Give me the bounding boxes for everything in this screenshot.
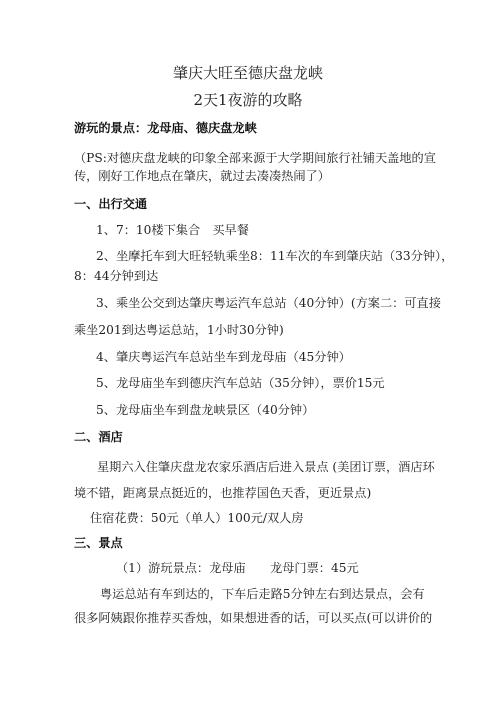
spot-item-1: （1）游玩景点：龙母庙 龙母门票：45元 <box>116 561 359 575</box>
document-title-line1: 肇庆大旺至德庆盘龙峡 <box>172 64 323 82</box>
transport-item-3-line2: 乘坐201到达粤运总站，1小时30分钟) <box>74 323 284 337</box>
section-spots-heading: 三、景点 <box>74 536 123 550</box>
transport-item-6: 5、龙母庙坐车到盘龙峡景区（40分钟） <box>96 403 315 417</box>
hotel-desc-line2: 境不错，距离景点挺近的，也推荐国色天香，更近景点) <box>74 486 372 500</box>
ps-note-line2: 传，刚好工作地点在肇庆，就过去凑凑热闹了） <box>74 169 330 183</box>
spot-para-line1: 粤运总站有车到达的，下车后走路5分钟左右到达景点，会有 <box>100 587 425 601</box>
transport-item-3-line1: 3、乘坐公交到达肇庆粤运汽车总站（40分钟）(方案二：可直接 <box>96 296 441 310</box>
transport-item-1: 1、7：10楼下集合 买早餐 <box>96 223 249 237</box>
section-transport-heading: 一、出行交通 <box>74 197 148 211</box>
section-hotel-heading: 二、酒店 <box>74 430 123 444</box>
scenic-spots-heading: 游玩的景点：龙母庙、德庆盘龙峡 <box>74 121 257 135</box>
ps-note-line1: （PS:对德庆盘龙峡的印象全部来源于大学期间旅行社铺天盖地的宣 <box>74 151 436 165</box>
transport-item-2-line2: 8：44分钟到达 <box>74 269 159 283</box>
document-title-line2: 2天1夜游的攻略 <box>193 91 303 109</box>
transport-item-2-line1: 2、坐摩托车到大旺轻轨乘坐8：11车次的车到肇庆站（33分钟）， <box>96 249 454 263</box>
hotel-cost: 住宿花费：50元（单人）100元/双人房 <box>90 511 304 525</box>
transport-item-5: 5、龙母庙坐车到德庆汽车总站（35分钟），票价15元 <box>96 376 385 390</box>
spot-para-line2: 很多阿姨跟你推荐买香烛，如果想进香的话，可以买点(可以讲价的 <box>74 611 433 625</box>
transport-item-4: 4、肇庆粤运汽车总站坐车到龙母庙（45分钟） <box>96 350 351 364</box>
hotel-desc-line1: 星期六入住肇庆盘龙农家乐酒店后进入景点 (美团订票，酒店环 <box>97 460 435 474</box>
